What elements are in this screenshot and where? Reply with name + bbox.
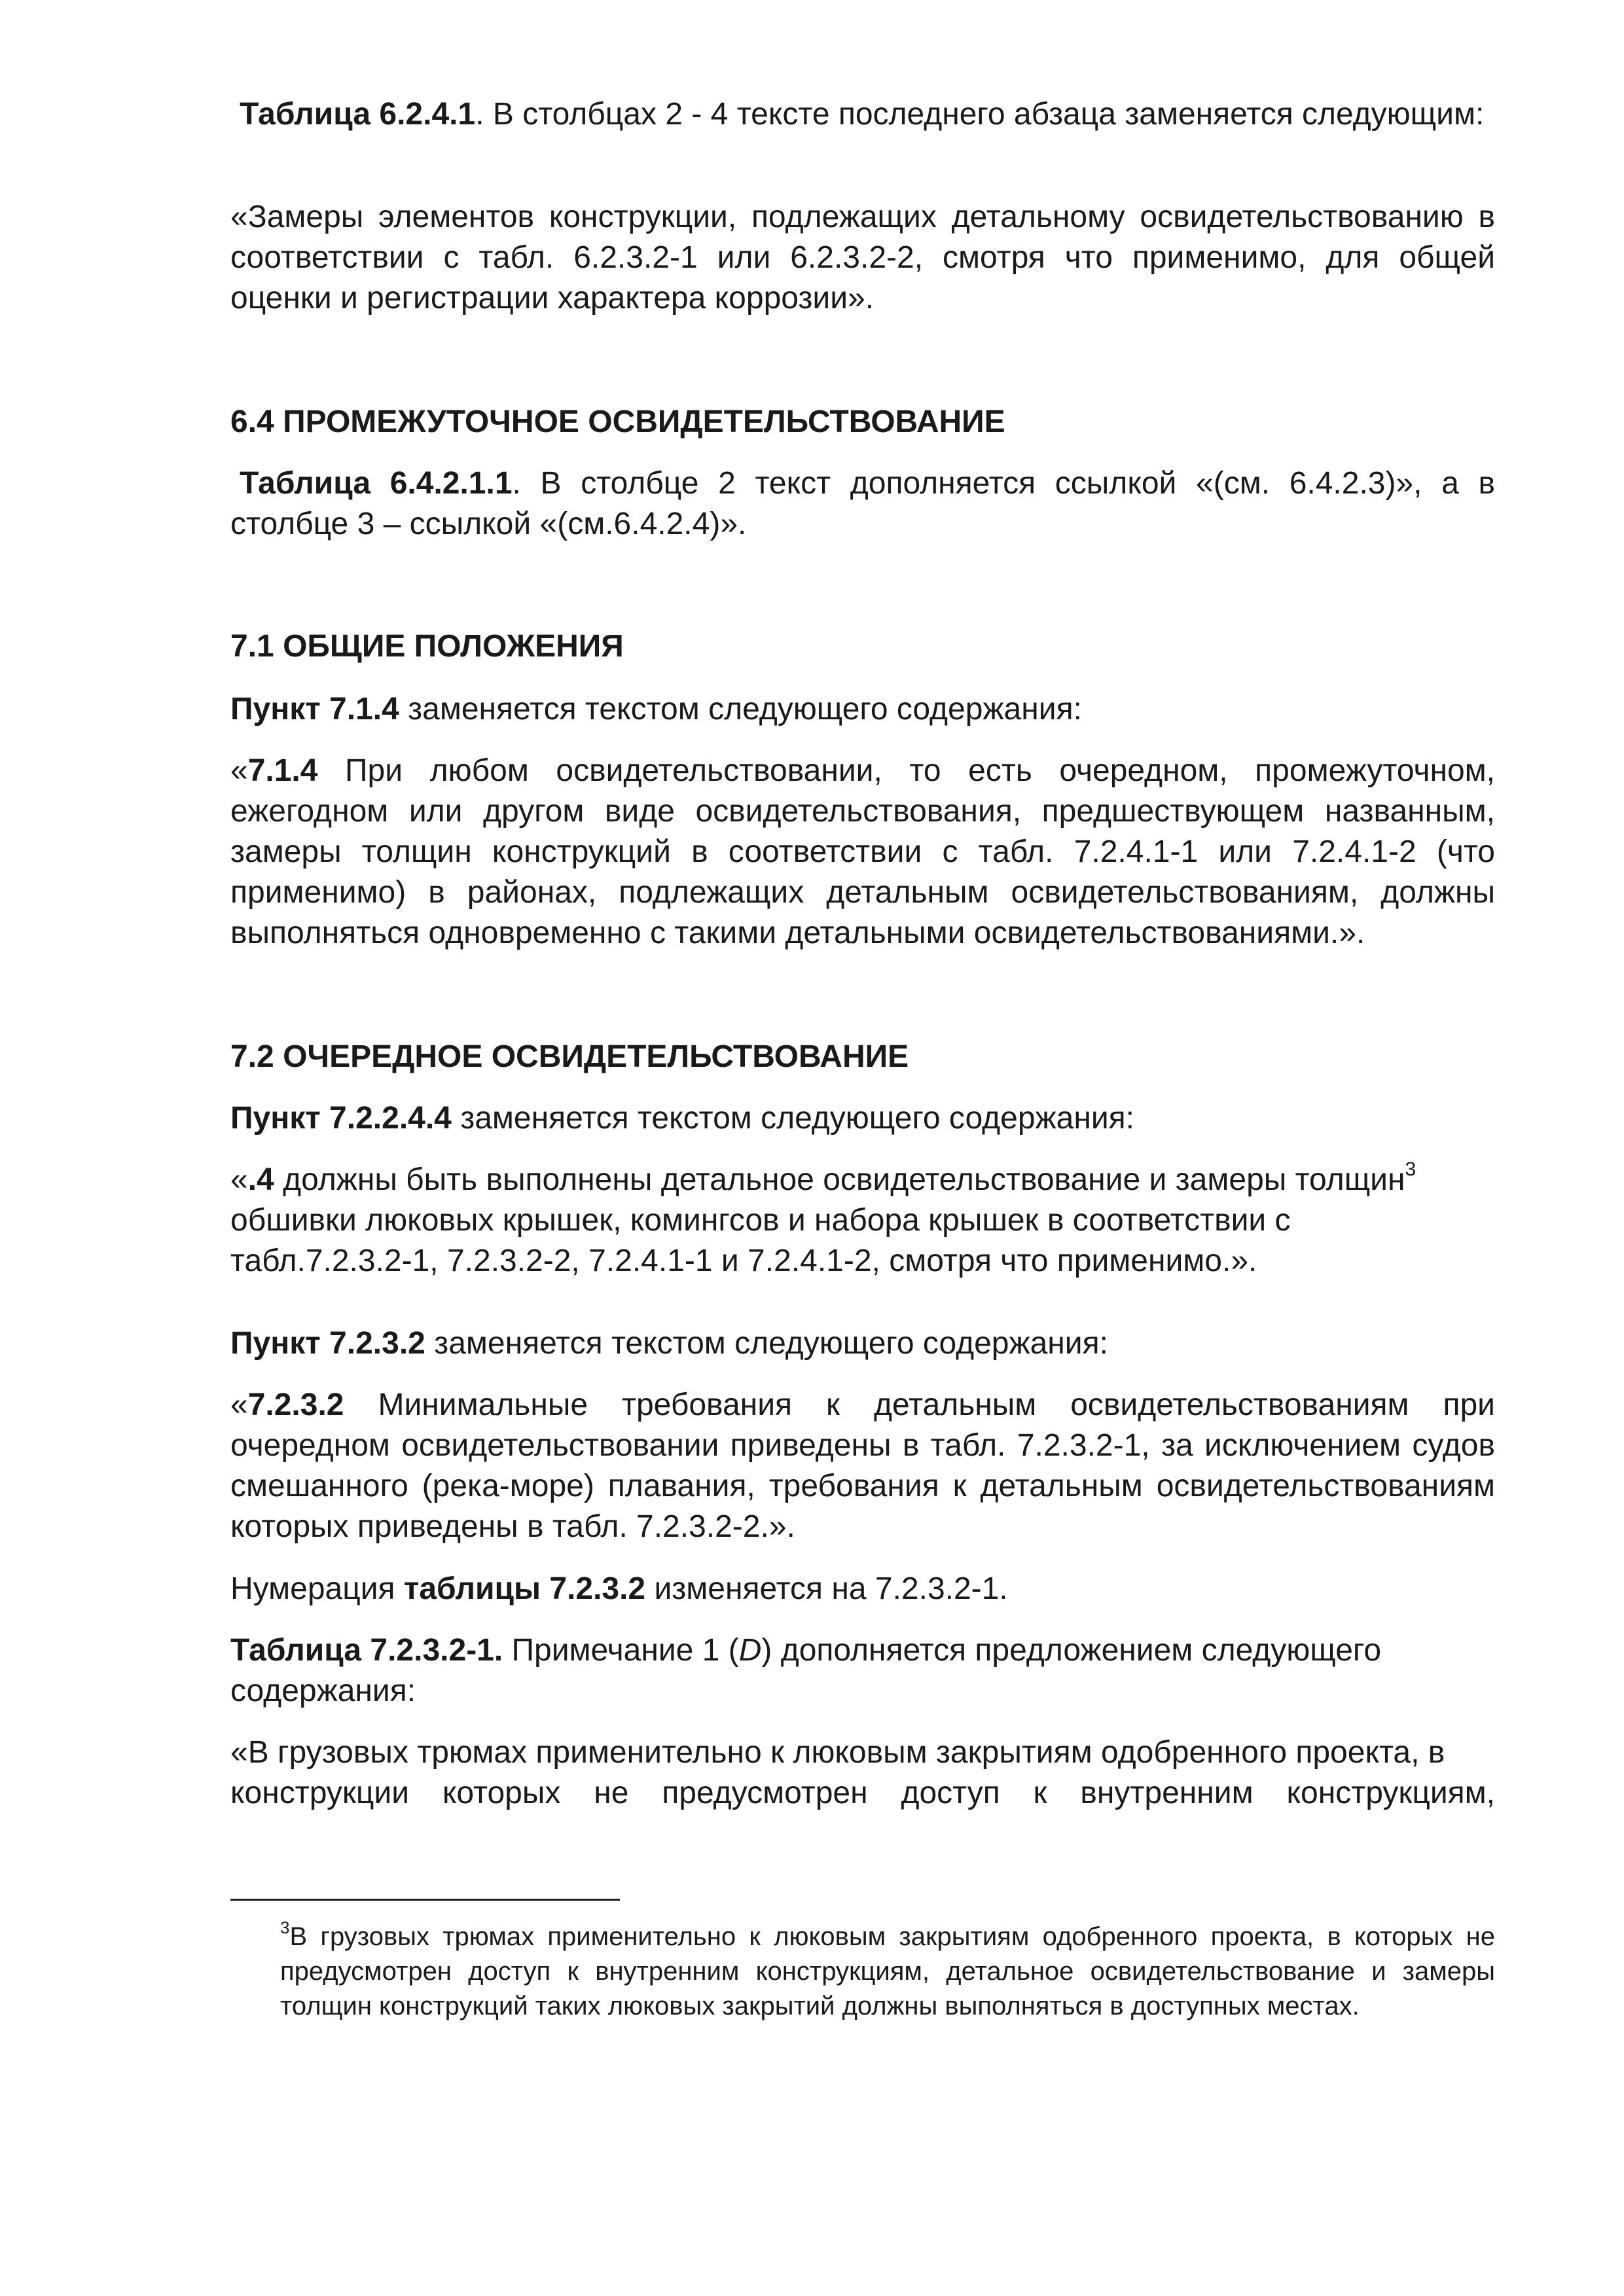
table-72321-ref: Таблица 7.2.3.2-1. bbox=[230, 1633, 503, 1668]
table-numbering-note: Нумерация таблицы 7.2.3.2 изменяется на 7.2.3.2-1. bbox=[230, 1571, 1008, 1606]
section-6-4-heading: 6.4 ПРОМЕЖУТОЧНОЕ ОСВИДЕТЕЛЬСТВОВАНИЕ bbox=[230, 404, 1005, 439]
footnote-text: В грузовых трюмах применительно к люковым закрытиям одобренного проекта, в которых не предусмотрен доступ к внутренним конструкциям, детальное освидетельствование и замеры толщин конструкций таких люковых закрытий должны выполняться в доступных местах. bbox=[280, 1922, 1495, 2020]
clause-714-quote: «7.1.4 При любом освидетельствовании, то есть очередном, промежуточном, ежегодном или другом виде освидетельствования, предшествующем названным, замеры толщин конструкций в соответствии с табл. 7.2.4.1-1 или 7.2.4.1-2 (что применимо) в районах, подлежащих детальным освидетельствованиям, должны выполняться одновременно с такими детальными освидетельствованиями.». bbox=[230, 753, 1495, 950]
table-64211-paragraph: Таблица 6.4.2.1.1. В столбце 2 текст дополняется ссылкой «(см. 6.4.2.3)», а в столбце 3 – ссылкой «(см.6.4.2.4)». bbox=[230, 466, 1496, 541]
footnote-ref-3[interactable]: 3 bbox=[1405, 1158, 1416, 1180]
table-72321-paragraph: Таблица 7.2.3.2-1. Примечание 1 (D) дополняется предложением следующего содержания: bbox=[230, 1633, 1382, 1708]
clause-7232-intro: Пункт 7.2.3.2 заменяется текстом следующего содержания: bbox=[230, 1326, 1108, 1361]
clause-714-intro: Пункт 7.1.4 заменяется текстом следующего содержания: bbox=[230, 692, 1082, 726]
clause-72244-ref: Пункт 7.2.2.4.4 bbox=[230, 1101, 452, 1136]
table-6241-ref: Таблица 6.2.4.1 bbox=[240, 97, 476, 132]
section-7-2-heading: 7.2 ОЧЕРЕДНОЕ ОСВИДЕТЕЛЬСТВОВАНИЕ bbox=[230, 1039, 909, 1074]
footnote-separator bbox=[230, 1899, 620, 1901]
clause-72244-quote: «.4 должны быть выполнены детальное освидетельствование и замеры толщин$^3$ обшивки люковых крышек, комингсов и набора крышек в соответствии с табл.7.2.3.2-1, 7.2.3.2-2, 7.2.4.1-1 и 7.2.4.1-2, смотря что применимо.». bbox=[230, 1158, 1416, 1278]
clause-7232-ref: Пункт 7.2.3.2 bbox=[230, 1326, 425, 1361]
section-7-1-heading: 7.1 ОБЩИЕ ПОЛОЖЕНИЯ bbox=[230, 629, 624, 664]
footnote-mark: 3 bbox=[280, 1918, 290, 1937]
table-6241-quote: «Замеры элементов конструкции, подлежащих детальному освидетельствованию в соответствии с табл. 6.2.3.2-1 или 6.2.3.2-2, смотря что применимо, для общей оценки и регистрации характера коррозии». bbox=[230, 200, 1495, 315]
footnote-3 bbox=[280, 1920, 1495, 2024]
clause-7232-quote: «7.2.3.2 Минимальные требования к детальным освидетельствованиям при очередном освидетельствовании приведены в табл. 7.2.3.2-1, за исключением судов смешанного (река-море) плавания, требования к детальным освидетельствованиям которых приведены в табл. 7.2.3.2-2.». bbox=[230, 1388, 1495, 1544]
table-6241-paragraph: Таблица 6.2.4.1. В столбцах 2 - 4 тексте последнего абзаца заменяется следующим: bbox=[240, 97, 1485, 132]
clause-714-ref: Пункт 7.1.4 bbox=[230, 692, 399, 726]
table-64211-ref: Таблица 6.4.2.1.1 bbox=[240, 466, 513, 501]
clause-72244-intro: Пункт 7.2.2.4.4 заменяется текстом следующего содержания: bbox=[230, 1101, 1134, 1136]
table-72321-quote: «В грузовых трюмах применительно к люковым закрытиям одобренного проекта, в конструкции которых не предусмотрен доступ к внутренним конструкциям, bbox=[230, 1735, 1495, 1810]
